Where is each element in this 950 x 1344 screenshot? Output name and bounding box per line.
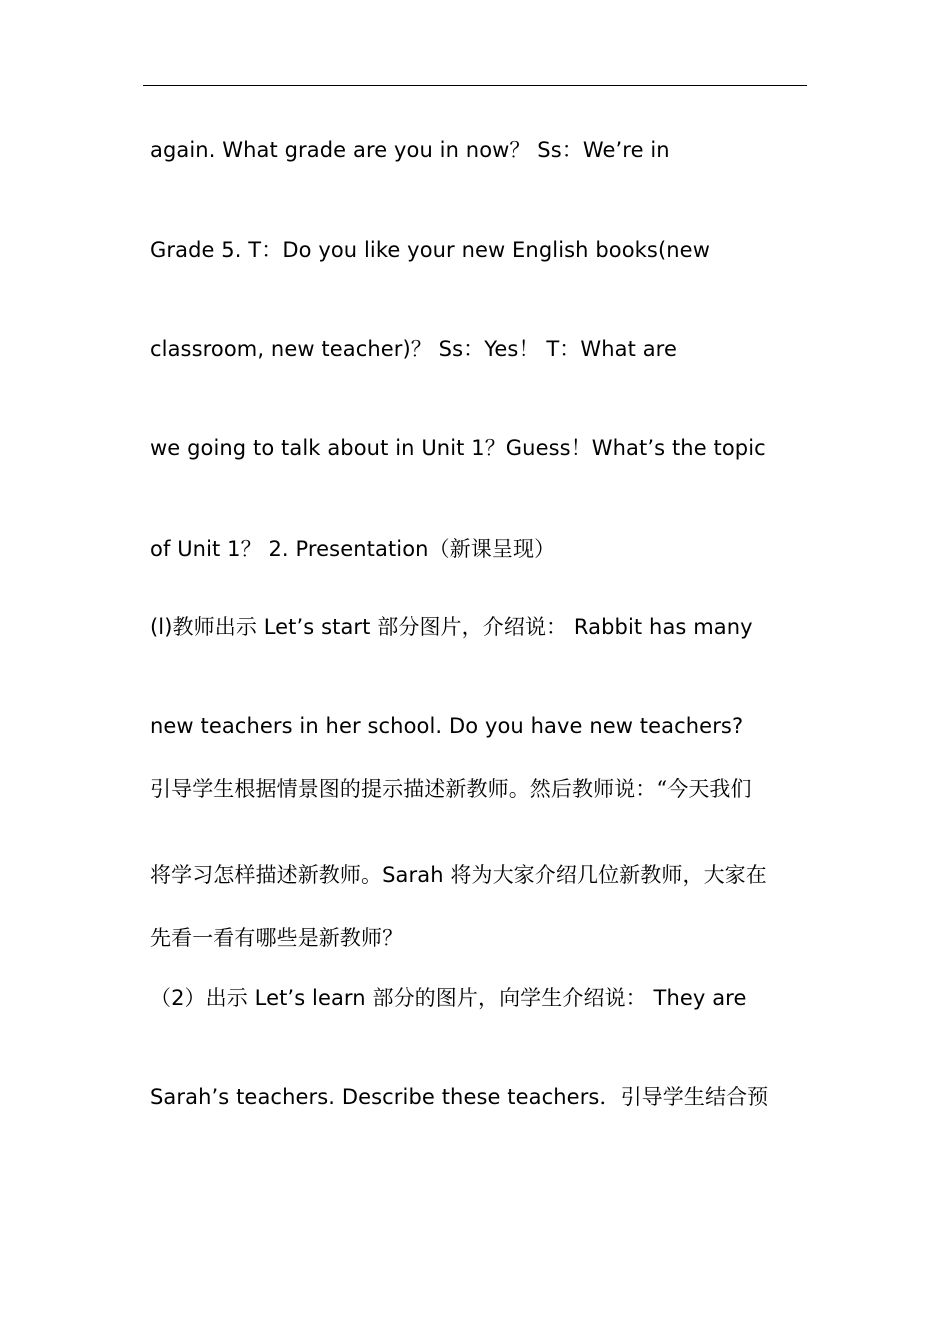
text-line-6: (l)教师出示 Let’s start 部分图片，介绍说： Rabbit has many	[150, 615, 753, 639]
text-line-7: new teachers in her school. Do you have new teachers?	[150, 714, 744, 738]
text-line-9: 将学习怎样描述新教师。Sarah 将为大家介绍几位新教师，大家在	[150, 863, 767, 887]
text-line-11: （2）出示 Let’s learn 部分的图片，向学生介绍说： They are	[150, 986, 747, 1010]
text-line-4: we going to talk about in Unit 1？Guess！What’s the topic	[150, 436, 766, 460]
text-line-5: of Unit 1？ 2. Presentation（新课呈现）	[150, 537, 556, 561]
text-line-10: 先看一看有哪些是新教师？	[150, 926, 404, 950]
text-line-1: again. What grade are you in now？ Ss：We’re in	[150, 138, 670, 162]
text-line-8: 引导学生根据情景图的提示描述新教师。然后教师说：“今天我们	[150, 777, 752, 801]
header-rule	[143, 85, 807, 86]
text-line-2: Grade 5. T：Do you like your new English books(new	[150, 238, 710, 262]
text-line-12: Sarah’s teachers. Describe these teachers．引导学生结合预	[150, 1085, 769, 1109]
text-line-3: classroom, new teacher)？ Ss：Yes！ T：What are	[150, 337, 677, 361]
